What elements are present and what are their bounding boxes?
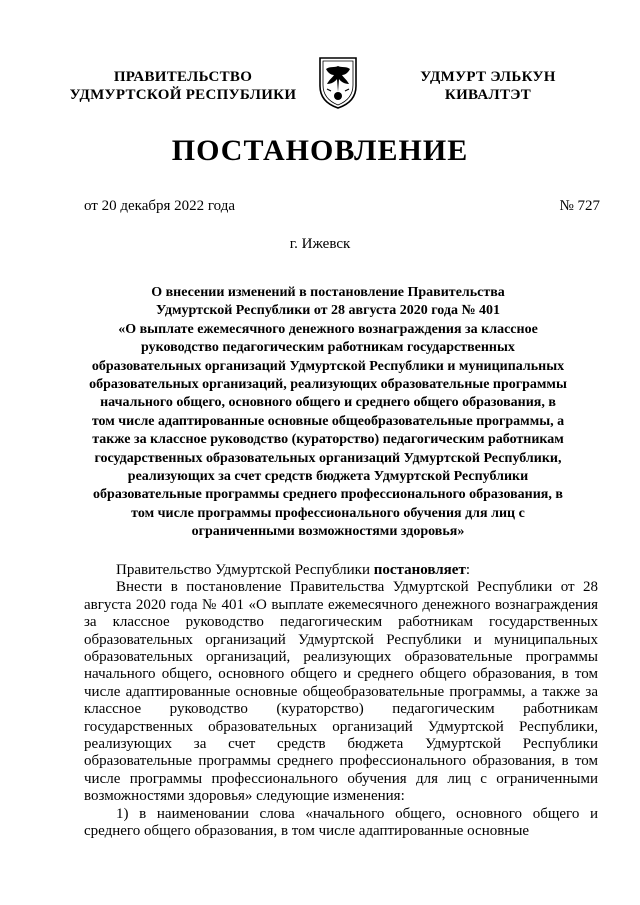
subject-line: государственных образовательных организаций Удмуртской Республики, [94,450,562,466]
header-left-line1: ПРАВИТЕЛЬСТВО [113,69,253,85]
document-number: № 727 [559,198,600,214]
udmurt-coat-of-arms-icon [317,56,359,110]
document-subject [78,284,578,542]
intro-prefix: Правительство Удмуртской Республики [116,562,374,578]
intro-keyword: постановляет [373,562,466,578]
document-title: ПОСТАНОВЛЕНИЕ [171,134,469,167]
subject-line: ограниченными возможностями здоровья» [191,524,465,540]
subject-line: Удмуртской Республики от 28 августа 2020 года № 401 [155,303,501,319]
paragraph-2: 1) в наименовании слова «начального общего, основного общего и среднего общего образования, в том числе адаптированные основные [84,805,598,840]
document-city: г. Ижевск [289,236,351,252]
header-right-line2: КИВАЛТЭТ [444,87,532,103]
subject-line: том числе программы профессионального обучения для лиц с [131,505,525,521]
subject-line: образовательных организаций, реализующих образовательные программы [89,377,567,393]
header-right [388,68,588,104]
subject-line: реализующих за счет средств бюджета Удмуртской Республики [127,469,529,485]
paragraph-1: Внести в постановление Правительства Удмуртской Республики от 28 августа 2020 года № 401 «О выплате ежемесячного денежного вознаграждения за классное руководство педагогическим работникам государственных образовательных организаций Удмуртской Республики и муниципальных образовательных организаций, реализующих образовательные программы начального общего, основного общего и среднего общего образования, в том числе адаптированные основные общеобразовательные программы, а также за классное руководство (кураторство) педагогическим работникам государственных образовательных организаций Удмуртской Республики, реализующих за счет средств бюджета Удмуртской Республики образовательные программы среднего профессионального образования, в том числе программы профессионального обучения для лиц с ограниченными возможностями здоровья» следующие изменения: [84,579,598,805]
header-left [58,68,308,104]
subject-line: также за классное руководство (кураторство) педагогическим работникам [92,432,564,448]
date-number-line [84,198,600,215]
header-right-line1: УДМУРТ ЭЛЬКУН [420,69,556,85]
subject-line: руководство педагогическим работникам государственных [141,340,515,356]
header-left-line2: УДМУРТСКОЙ РЕСПУБЛИКИ [69,87,297,103]
document-body [84,562,598,841]
intro-suffix: : [465,562,470,578]
document-date: от 20 декабря 2022 года [84,198,236,214]
subject-line: начального общего, основного общего и среднего общего образования, в [100,395,556,411]
subject-line: «О выплате ежемесячного денежного вознаграждения за классное [118,321,538,337]
intro-paragraph [84,562,598,579]
subject-line: О внесении изменений в постановление Правительства [151,285,505,300]
subject-line: образовательных организаций Удмуртской Республики и муниципальных [91,358,565,374]
subject-line: том числе адаптированные основные общеобразовательные программы, а [91,413,565,429]
subject-line: образовательные программы среднего профессионального образования, в [93,487,563,503]
